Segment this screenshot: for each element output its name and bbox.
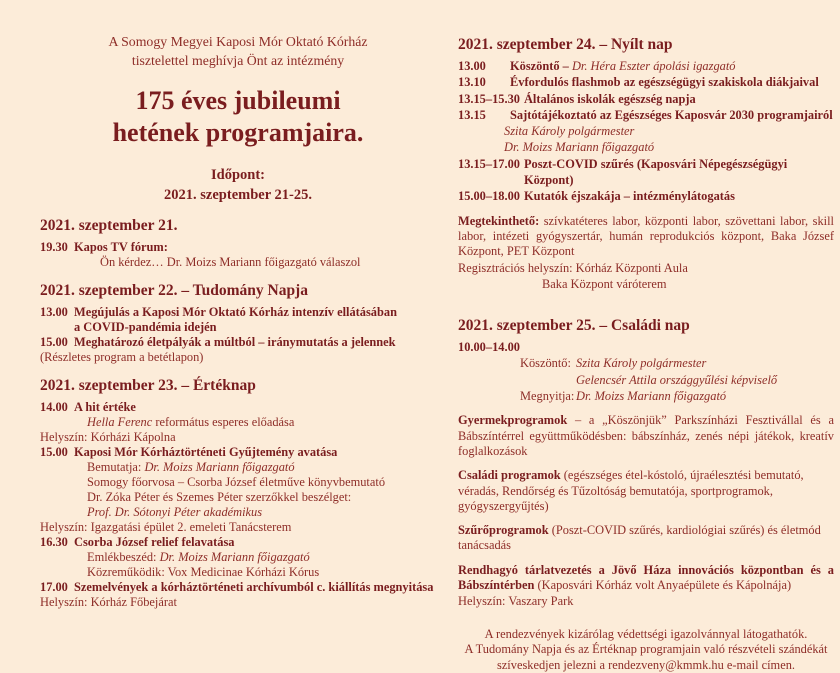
- text-segment: Közreműködik: Vox Medicinae Kórházi Kórus: [87, 565, 320, 579]
- line-text: [504, 140, 654, 154]
- invitation-line: tisztelettel meghívja Önt az intézmény: [131, 52, 345, 68]
- line-text: [40, 520, 291, 534]
- line-text: [87, 490, 351, 504]
- text-segment: Helyszín: Kórházi Kápolna: [40, 430, 176, 444]
- text-segment: Megújulás a Kaposi Mór Oktató Kórház intenzív ellátásában: [74, 305, 397, 319]
- program-line: [520, 355, 834, 371]
- line-text: [87, 460, 295, 474]
- day-section: [458, 36, 834, 292]
- time-label: 19.30: [40, 240, 68, 254]
- text-segment: – a „Köszönjük” Parkszínházi Fesztivállal és a Bábszíntérrel együttműködésben: bábszínház, zenés népi játékok, kreatív foglalkozások: [458, 413, 834, 458]
- day-section: [458, 317, 834, 609]
- text-segment: Helyszín: Igazgatási épület 2. emeleti Tanácsterem: [40, 520, 292, 534]
- program-line: [40, 350, 436, 365]
- text-segment: (egészséges étel-kóstoló, újraélesztési bemutató, véradás, Rendőrség és Tűzoltóság bemutatója, sportprogramok, gyógyszergyűjtés): [458, 468, 804, 513]
- event-date: [40, 166, 436, 205]
- text-segment: Dr. Moizs Mariann főigazgató: [159, 550, 310, 564]
- time-label: 15.00–18.00: [458, 189, 520, 204]
- text-segment: (Kaposvári Kórház volt Anyaépülete és Kápolnája): [534, 578, 792, 593]
- program-line: [504, 123, 834, 139]
- text-segment: Köszöntő –: [510, 59, 572, 73]
- line-text: [40, 595, 177, 609]
- line-text: [542, 277, 667, 291]
- line-text: [458, 413, 834, 458]
- invitation-header: [40, 0, 436, 205]
- line-text: [100, 255, 360, 269]
- program-paragraph: [458, 563, 834, 594]
- date-value: 2021. szeptember 21-25.: [164, 186, 312, 203]
- text-segment: református esperes előadása: [152, 415, 295, 429]
- text-segment: (Poszt-COVID szűrés, kardiológiai szűrés) és életmód tanácsadás: [458, 523, 821, 553]
- time-label: 13.00: [458, 59, 486, 73]
- program-paragraph: [458, 523, 834, 554]
- text-segment: Rendhagyó tárlatvezetés a Jövő Háza innovációs központban és a Bábszíntérben: [458, 562, 834, 593]
- program-line: [458, 58, 834, 74]
- day-section: [40, 282, 436, 365]
- day-section: [40, 217, 436, 270]
- line-text: [510, 74, 834, 90]
- text-segment: Kaposi Mór Kórháztörténeti Gyűjtemény avatása: [74, 445, 338, 459]
- main-title-line-2: hetének programjaira.: [112, 118, 364, 147]
- text-segment: Csorba József relief felavatása: [74, 535, 235, 549]
- line-text: [458, 468, 804, 513]
- line-text: [74, 305, 436, 320]
- text-segment: szívkatéteres labor, központi labor, szövettani labor, skill labor, intézeti gyógyszertár, humán reprodukciós központ, Baka József Központ, PET Központ: [458, 213, 834, 259]
- line-text: [458, 563, 834, 592]
- text-segment: Szűrőprogramok: [458, 523, 549, 538]
- line-text: [524, 188, 834, 204]
- program-line: [40, 400, 436, 415]
- text-segment: Kutatók éjszakája – intézménylátogatás: [523, 189, 735, 204]
- program-line: [458, 107, 834, 123]
- program-line: [458, 593, 834, 609]
- program-days-right: [458, 36, 834, 610]
- text-segment: Családi programok: [458, 468, 561, 483]
- line-text: [576, 372, 834, 388]
- line-text: [74, 580, 436, 595]
- line-text: [40, 350, 203, 364]
- day-heading: 2021. szeptember 25. – Családi nap: [458, 317, 690, 335]
- text-segment: Sajtótájékoztató az Egészséges Kaposvár 2030 programjairól: [510, 107, 833, 122]
- text-segment: Ön kérdez… Dr. Moizs Mariann főigazgató válaszol: [100, 255, 361, 269]
- line-text: [87, 505, 262, 519]
- text-segment: Általános iskolák egészség napja: [523, 91, 696, 106]
- line-text: [576, 355, 834, 371]
- program-line: [40, 595, 436, 610]
- text-segment: a COVID-pandémia idején: [74, 320, 217, 334]
- text-segment: Dr. Moizs Mariann főigazgató: [144, 460, 295, 474]
- line-text: [510, 107, 834, 123]
- program-line: [40, 580, 436, 595]
- program-line: [458, 74, 834, 90]
- program-line: [40, 430, 436, 445]
- program-line: [520, 388, 834, 404]
- time-label: 13.15: [458, 107, 486, 122]
- text-segment: Kapos TV fórum:: [74, 240, 168, 254]
- text-segment: Emlékbeszéd:: [87, 550, 160, 564]
- program-line: [87, 415, 436, 430]
- program-line: [504, 139, 834, 155]
- program-line: [87, 565, 436, 580]
- line-text: [458, 523, 821, 552]
- line-text: [74, 445, 436, 460]
- program-line: [74, 320, 436, 335]
- text-segment: Szita Károly polgármester: [576, 356, 707, 371]
- text-segment: Gyermekprogramok: [458, 413, 568, 428]
- program-line: [40, 535, 436, 550]
- line-text: [40, 430, 176, 444]
- day-heading: 2021. szeptember 21.: [40, 217, 178, 234]
- text-segment: Dr. Zóka Péter és Szemes Péter szerzőkkel beszélget:: [87, 490, 352, 504]
- text-segment: Szemelvények a kórháztörténeti archívumból c. kiállítás megnyitása: [74, 580, 434, 594]
- text-segment: Prof. Dr. Sótonyi Péter akadémikus: [87, 505, 263, 519]
- line-text: [87, 415, 294, 429]
- footer-line: A Tudomány Napja és az Értéknap programjain való részvételi szándékát: [464, 642, 828, 657]
- line-text: [524, 156, 834, 189]
- program-line: [458, 156, 834, 189]
- text-segment: Megtekinthető:: [458, 213, 544, 228]
- role-label: Megnyitja:: [520, 389, 575, 404]
- line-text: [524, 91, 834, 107]
- text-segment: Szita Károly polgármester: [504, 124, 635, 139]
- program-line: [87, 475, 436, 490]
- text-segment: Dr. Moizs Mariann főigazgató: [504, 140, 655, 155]
- hospital-name: A Somogy Megyei Kaposi Mór Oktató Kórház: [108, 34, 368, 49]
- time-label: 13.15–15.30: [458, 91, 520, 106]
- text-segment: Dr. Héra Eszter ápolási igazgató: [571, 59, 736, 73]
- program-line: [40, 305, 436, 320]
- line-text: [74, 335, 436, 350]
- program-line: [520, 372, 834, 388]
- line-text: [74, 535, 436, 550]
- program-line: [87, 550, 436, 565]
- line-text: [458, 340, 520, 354]
- text-segment: Poszt-COVID szűrés (Kaposvári Népegészségügyi Központ): [523, 156, 788, 188]
- program-paragraph: [458, 468, 834, 514]
- program-line: [87, 490, 436, 505]
- text-segment: Évfordulós flashmob az egészségügyi szakiskola diákjaival: [510, 75, 819, 90]
- program-line: [87, 460, 436, 475]
- text-segment: 10.00–14.00: [458, 340, 520, 355]
- time-label: 16.30: [40, 535, 68, 549]
- line-text: [74, 320, 217, 334]
- day-heading: 2021. szeptember 24. – Nyílt nap: [458, 36, 673, 53]
- text-segment: (Részletes program a betétlapon): [40, 350, 204, 364]
- line-text: [458, 214, 834, 259]
- program-line: [458, 91, 834, 107]
- day-heading: 2021. szeptember 23. – Értéknap: [40, 377, 256, 394]
- text-segment: Helyszín: Vaszary Park: [458, 594, 574, 609]
- time-label: 13.15–17.00: [458, 156, 520, 171]
- text-segment: Regisztrációs helyszín: Kórház Központi Aula: [458, 260, 688, 275]
- role-label: Köszöntő:: [520, 356, 571, 371]
- text-segment: Helyszín: Kórház Főbejárat: [40, 595, 177, 609]
- program-line: [100, 255, 436, 270]
- time-label: 14.00: [40, 400, 68, 414]
- time-label: 13.10: [458, 75, 486, 90]
- program-line: [87, 505, 436, 520]
- time-label: 13.00: [40, 305, 68, 319]
- program-line: [458, 339, 834, 355]
- time-label: 15.00: [40, 445, 68, 459]
- program-line: [40, 445, 436, 460]
- program-paragraph: [458, 413, 834, 459]
- day-section: [40, 377, 436, 610]
- line-text: [458, 261, 688, 275]
- text-segment: Dr. Moizs Mariann főigazgató: [576, 389, 727, 404]
- program-line: [458, 188, 834, 204]
- line-text: [504, 124, 634, 138]
- program-line: [40, 335, 436, 350]
- line-text: [510, 58, 834, 74]
- line-text: [87, 550, 310, 564]
- line-text: [87, 565, 319, 579]
- line-text: [74, 400, 436, 415]
- footer-note: [458, 627, 834, 673]
- time-label: 15.00: [40, 335, 68, 349]
- main-title-line-1: 175 éves jubileumi: [135, 86, 341, 115]
- text-segment: A hit értéke: [74, 400, 136, 414]
- line-text: [458, 594, 573, 608]
- footer-line: szíveskedjen jelezni a rendezveny@kmmk.hu e-mail címen.: [496, 657, 795, 672]
- text-segment: Meghatározó életpályák a múltból – iránymutatás a jelennek: [74, 335, 396, 349]
- program-line: [40, 240, 436, 255]
- program-days-left: [40, 217, 436, 610]
- line-text: [87, 475, 385, 489]
- program-paragraph: [458, 214, 834, 260]
- time-label: 17.00: [40, 580, 68, 594]
- day-heading: 2021. szeptember 22. – Tudomány Napja: [40, 282, 308, 299]
- text-segment: Baka Központ váróterem: [542, 276, 667, 291]
- right-column: [458, 0, 834, 673]
- program-line: [40, 520, 436, 535]
- line-text: [576, 388, 834, 404]
- date-label: Időpont:: [211, 167, 265, 183]
- left-column: [40, 0, 436, 610]
- main-title: [40, 85, 436, 149]
- program-line: [542, 276, 834, 292]
- text-segment: Hella Ferenc: [87, 415, 153, 429]
- text-segment: Somogy főorvosa – Csorba József életműve könyvbemutató: [87, 475, 386, 489]
- line-text: [74, 240, 436, 255]
- program-line: [458, 260, 834, 276]
- footer-line: A rendezvények kizárólag védettségi igazolvánnyal látogathatók.: [484, 626, 808, 641]
- text-segment: Gelencsér Attila országgyűlési képviselő: [576, 372, 778, 387]
- text-segment: Bemutatja:: [87, 460, 145, 474]
